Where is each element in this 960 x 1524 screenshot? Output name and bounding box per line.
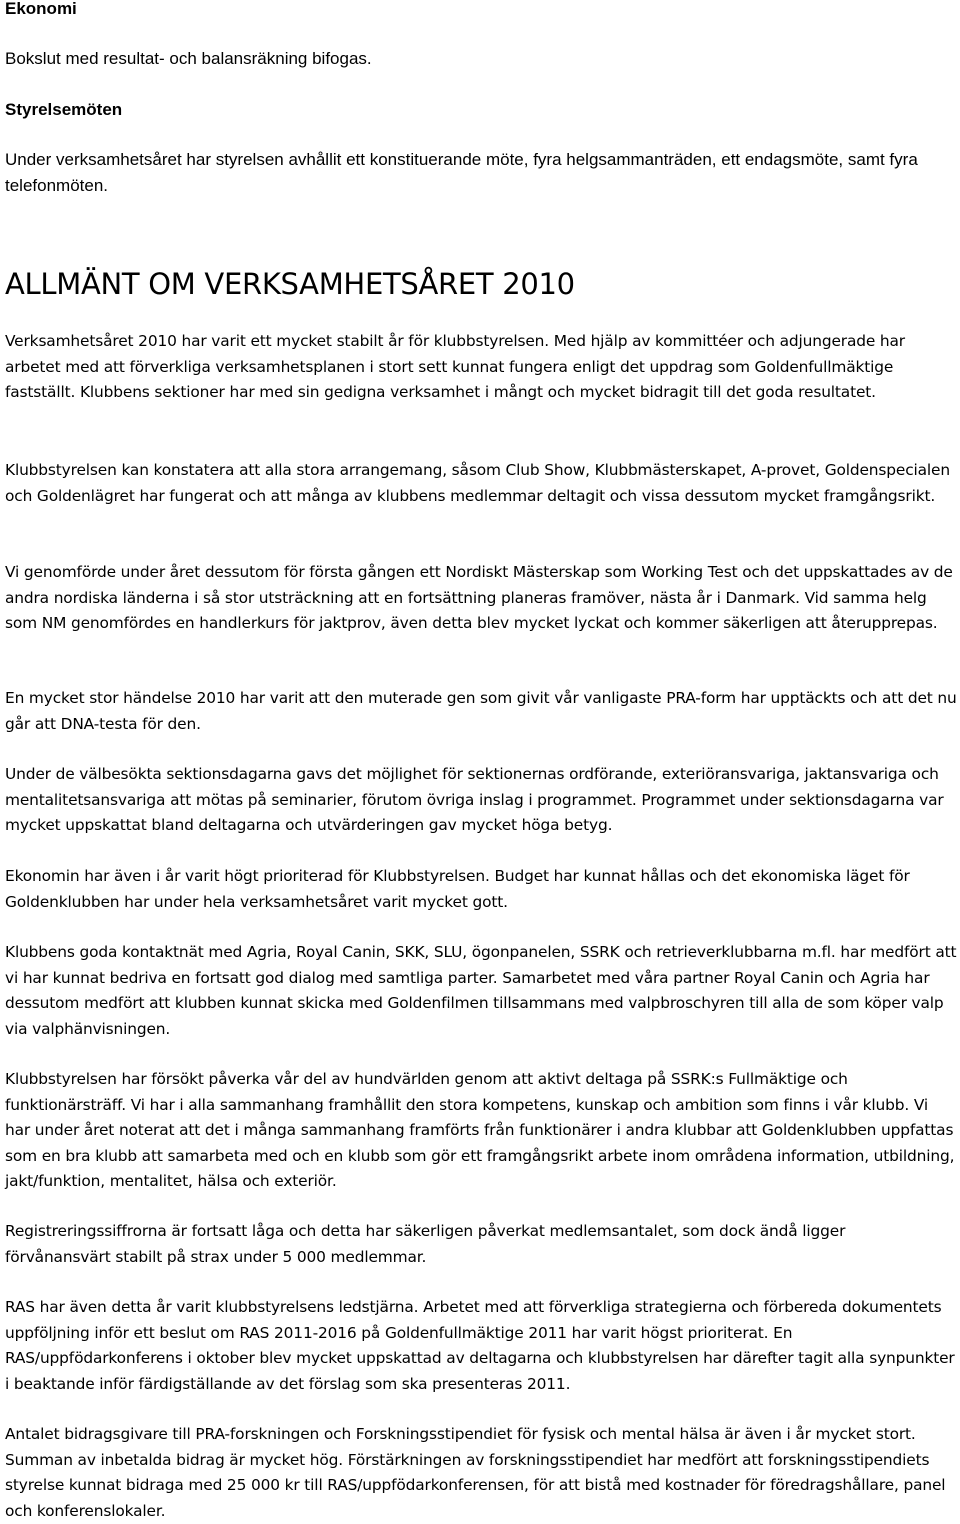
ekonomi-text: Bokslut med resultat- och balansräkning bifogas. — [5, 49, 372, 68]
paragraph: Klubbstyrelsen har försökt påverka vår del av hundvärlden genom att aktivt deltaga på SSRK:s Fullmäktige och funktionärsträff. Vi har i alla sammanhang framhållit den stora kompetens, kunskap och ambition som finns i vår klubb. Vi har under året noterat att det i många sammanhang framförts från funktionärer i andra klubbar att Goldenklubben uppfattas som en bra klubb att samarbeta med och en klubb som gör ett framgångsrikt arbete inom områdena information, utbildning, jakt/funktion, mentalitet, hälsa och exteriör. — [5, 1070, 955, 1191]
styrelsemoten-heading: Styrelsemöten — [5, 100, 123, 119]
paragraph: Vi genomförde under året dessutom för första gången ett Nordiskt Mästerskap som Working Test och det uppskattades av de andra nordiska länderna i så stor utsträckning att en fortsättning planeras framöver, nästa år i Danmark. Vid samma helg som NM genomfördes en handlerkurs för jaktprov, även detta blev mycket lyckat och kommer säkerligen att återupprepas. — [5, 563, 953, 633]
paragraph: RAS har även detta år varit klubbstyrelsens ledstjärna. Arbetet med att förverkliga strategierna och förbereda dokumentets uppföljning inför ett beslut om RAS 2011-2016 på Goldenfullmäktige 2011 har varit högst prioriterat. En RAS/uppfödarkonferens i oktober blev mycket uppskattad av deltagarna och klubbstyrelsen har därefter tagit alla synpunkter i beaktande inför färdigställande av det förslag som ska presenteras 2011. — [5, 1298, 955, 1393]
paragraph: En mycket stor händelse 2010 har varit att den muterade gen som givit vår vanligaste PRA-form har upptäckts och att det nu går att DNA-testa för den. — [5, 689, 957, 733]
paragraph: Verksamhetsåret 2010 har varit ett mycket stabilt år för klubbstyrelsen. Med hjälp av kommittéer och adjungerade har arbetet med att förverkliga verksamhetsplanen i stort sett kunnat fungera enligt det uppdrag som Goldenfullmäktige fastställt. Klubbens sektioner har med sin gedigna verksamhet i mångt och mycket bidragit till det goda resultatet. — [5, 332, 905, 402]
main-heading: ALLMÄNT OM VERKSAMHETSÅRET 2010 — [5, 267, 575, 301]
paragraph: Klubbens goda kontaktnät med Agria, Royal Canin, SKK, SLU, ögonpanelen, SSRK och retrieverklubbarna m.fl. har medfört att vi har kunnat bedriva en fortsatt god dialog med samtliga parter. Samarbetet med våra partner Royal Canin och Agria har dessutom medfört att klubben kunnat skicka med Goldenfilmen tillsammans med valpbroschyren till alla de som köper valp via valphänvisningen. — [5, 943, 957, 1038]
styrelsemoten-text: Under verksamhetsåret har styrelsen avhållit ett konstituerande möte, fyra helgsammanträden, ett endagsmöte, samt fyra telefonmöten. — [5, 150, 918, 195]
ekonomi-heading: Ekonomi — [5, 0, 77, 18]
paragraph: Ekonomin har även i år varit högt prioriterad för Klubbstyrelsen. Budget har kunnat hållas och det ekonomiska läget för Goldenklubben har under hela verksamhetsåret varit mycket gott. — [5, 867, 910, 911]
paragraph: Antalet bidragsgivare till PRA-forskningen och Forskningsstipendiet för fysisk och mental hälsa är även i år mycket stort. Summan av inbetalda bidrag är mycket hög. Förstärkningen av forskningsstipendiet har medfört att forskningsstipendiets styrelse kunnat bidraga med 25 000 kr till RAS/uppfödarkonferensen, för att bistå med kostnader för föredragshållare, panel och konferenslokaler. — [5, 1425, 946, 1520]
paragraph: Under de välbesökta sektionsdagarna gavs det möjlighet för sektionernas ordförande, exteriöransvariga, jaktansvariga och mentalitetsansvariga att mötas på seminarier, förutom övriga inslag i programmet. Programmet under sektionsdagarna var mycket uppskattat bland deltagarna och utvärderingen gav mycket höga betyg. — [5, 765, 944, 835]
paragraph: Registreringssiffrorna är fortsatt låga och detta har säkerligen påverkat medlemsantalet, som dock ändå ligger förvånansvärt stabilt på strax under 5 000 medlemmar. — [5, 1222, 846, 1266]
paragraph: Klubbstyrelsen kan konstatera att alla stora arrangemang, såsom Club Show, Klubbmästerskapet, A-provet, Goldenspecialen och Goldenlägret har fungerat och att många av klubbens medlemmar deltagit och vissa dessutom mycket framgångsrikt. — [5, 461, 950, 505]
